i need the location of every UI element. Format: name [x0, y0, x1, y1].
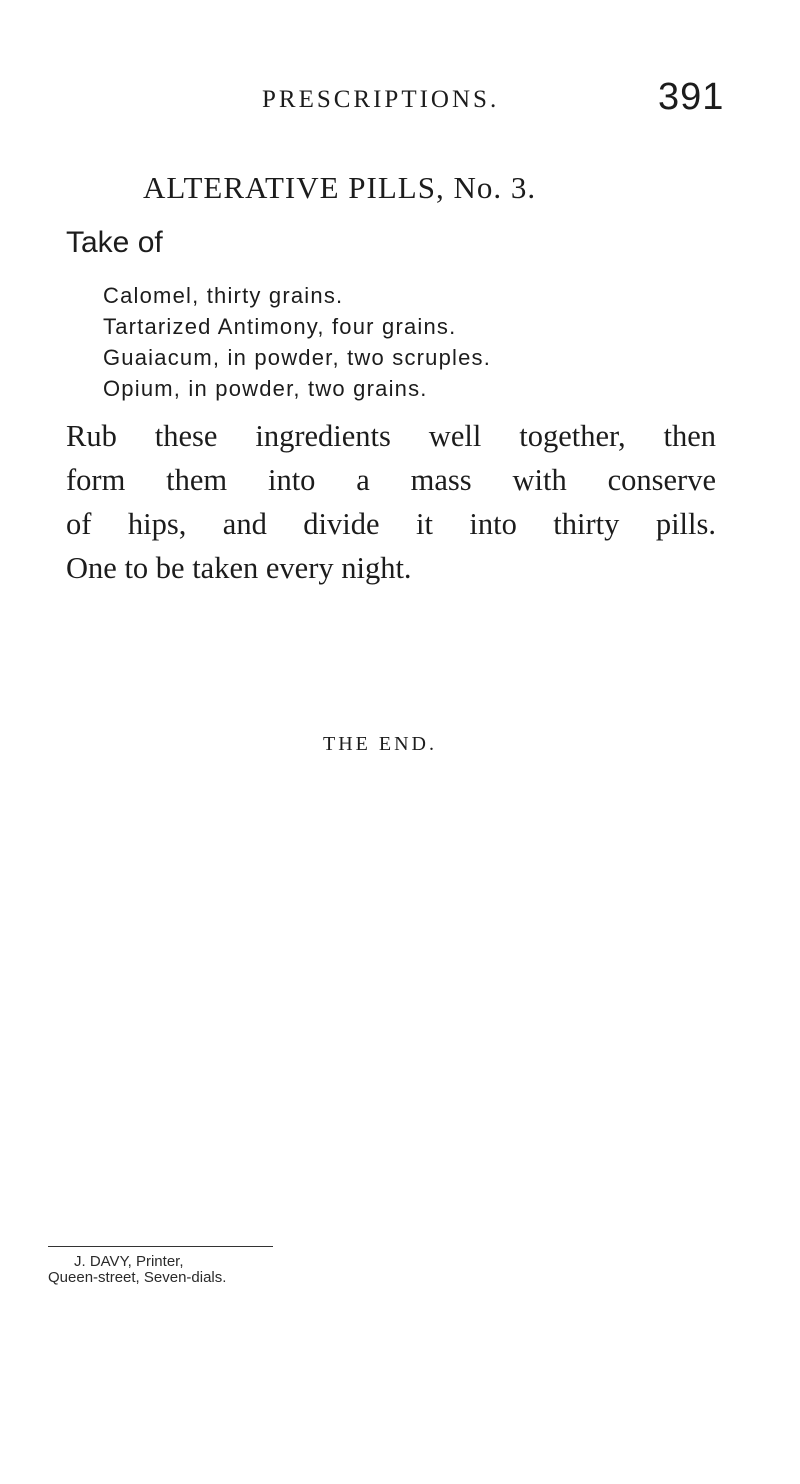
imprint-printer-name: J. DAVY, Printer,: [74, 1253, 184, 1270]
directions-paragraph: [66, 414, 716, 590]
ingredient-item: Calomel, thirty grains.: [103, 283, 344, 308]
recipe-heading: ALTERATIVE PILLS, No. 3.: [143, 170, 537, 205]
directions-line: of hips, and divide it into thirty pills.: [66, 507, 716, 541]
ingredient-list: [103, 280, 491, 404]
running-title: PRESCRIPTIONS.: [262, 86, 500, 113]
directions-line: One to be taken every night.: [66, 551, 412, 585]
ingredient-item: Tartarized Antimony, four grains.: [103, 314, 457, 339]
running-head: [0, 76, 800, 116]
the-end-colophon: THE END.: [323, 733, 437, 755]
page-number: 391: [658, 76, 725, 118]
imprint-printer-address: Queen-street, Seven-dials.: [48, 1269, 227, 1286]
printer-imprint: [48, 1254, 226, 1286]
take-of-label: Take of: [66, 226, 163, 259]
ingredient-item: Guaiacum, in powder, two scruples.: [103, 345, 492, 370]
directions-line: Rub these ingredients well together, then: [66, 419, 716, 453]
directions-line: form them into a mass with conserve: [66, 463, 716, 497]
ingredient-item: Opium, in powder, two grains.: [103, 376, 428, 401]
imprint-rule: [48, 1246, 273, 1247]
